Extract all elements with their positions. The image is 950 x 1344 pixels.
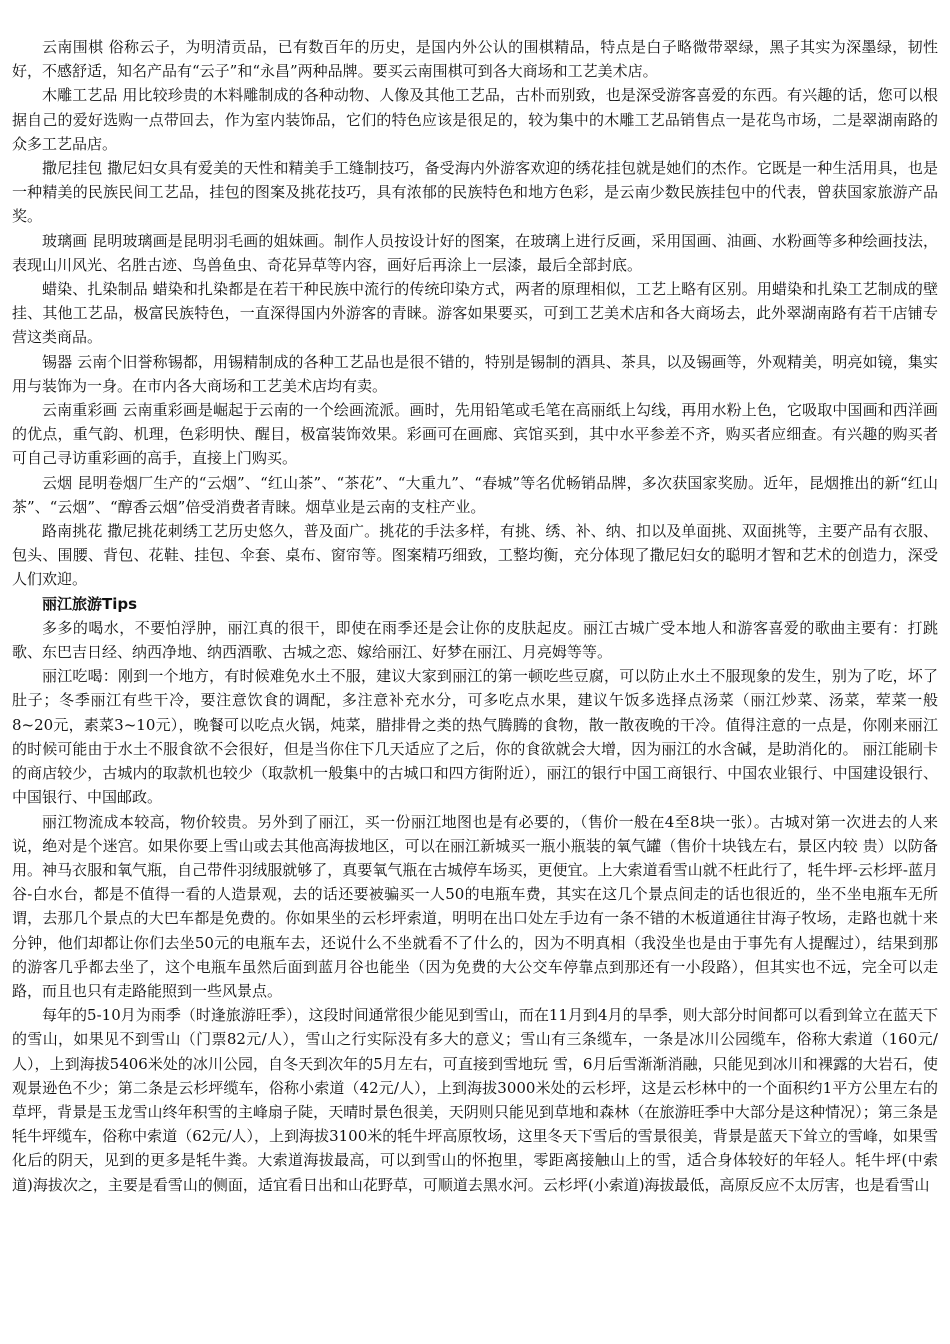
paragraph-yunnan-go: 云南围棋 俗称云子，为明清贡品，已有数百年的历史，是国内外公认的围棋精品，特点是白子略微带翠绿，黑子其实为深墨绿，韧性好，不感舒适，知名产品有“云子”和“永昌”两种品牌。要买云南围棋可到各大商场和工艺美术店。 (12, 38, 938, 81)
paragraph-logistics: 丽江物流成本较高，物价较贵。另外到了丽江，买一份丽江地图也是有必要的，（售价一般在4至8块一张）。古城对第一次进去的人来说，绝对是个迷宫。如果你要上雪山或去其他高海拔地区，可以在丽江新城买一瓶小瓶装的氧气罐（售价十块钱左右，景区内较 贵）以防备用。神马衣服和氧气瓶，自己带件羽绒服就够了，真要氧气瓶在古城停车场买，更便宜。上大索道看雪山就不枉此行了，牦牛坪-云杉坪-蓝月谷-白水台，都是不值得一看的人造景观，去的话还要被骗买一人50的电瓶车费，其实在这几个景点间走的话也很近的，坐不坐电瓶车无所谓，去那几个景点的大巴车都是免费的。你如果坐的云杉坪索道，明明在出口处左手边有一条不错的木板道通往甘海子牧场，走路也就十来分钟，他们却都让你们去坐50元的电瓶车去，还说什么不坐就看不了什么的，因为不明真相（我没坐也是由于事先有人提醒过），结果到那的游客几乎都去坐了，这个电瓶车虽然后面到蓝月谷也能坐（因为免费的大公交车停靠点到那还有一小段路），但其实也不远，完全可以走路，而且也只有走路能照到一些风景点。 (12, 812, 938, 1000)
paragraph-rainy-season: 每年的5-10月为雨季（时逢旅游旺季），这段时间通常很少能见到雪山，而在11月到4月的旱季，则大部分时间都可以看到耸立在蓝天下的雪山，如果见不到雪山（门票82元/人），雪山之行实际没有多大的意义；雪山有三条缆车，一条是冰川公园缆车，俗称大索道（160元/人），上到海拔5406米处的冰川公园，自冬天到次年的5月左右，可直接到雪地玩 雪，6月后雪渐渐消融，只能见到冰川和裸露的大岩石，使观景逊色不少；第二条是云杉坪缆车，俗称小索道（42元/人），上到海拔3000米处的云杉坪，这是云杉林中的一个面积约1平方公里左右的草坪，背景是玉龙雪山终年积雪的主峰扇子陡，天晴时景色很美，天阴则只能见到草地和森林（在旅游旺季中大部分是这种情况）；第三条是牦牛坪缆车，俗称中索道（62元/人），上到海拔3100米的牦牛坪高原牧场，这里冬天下雪后的雪景很美，背景是蓝天下耸立的雪峰，如果雪化后的阴天，见到的更多是牦牛粪。大索道海拔最高，可以到雪山的怀抱里，零距离接触山上的雪，适合身体较好的年轻人。牦牛坪(中索道)海拔次之，主要是看雪山的侧面，适宜看日出和山花野草，可顺道去黑水河。云杉坪(小索道)海拔最低，高原反应不太厉害，也是看雪山 (12, 1006, 938, 1194)
paragraph-tinware: 锡器 云南个旧誉称锡都，用锡精制成的各种工艺品也是很不错的，特别是锡制的酒具、茶具，以及锡画等，外观精美，明亮如镜，集实用与装饰为一身。在市内各大商场和工艺美术店均有卖。 (12, 352, 938, 395)
paragraph-woodcarving: 木雕工艺品 用比较珍贵的木料雕制成的各种动物、人像及其他工艺品，古朴而别致，也是深受游客喜爱的东西。有兴趣的话，您可以根据自己的爱好选购一点带回去，作为室内装饰品，它们的特色应该是很足的，较为集中的木雕工艺品销售点一是花鸟市场，二是翠湖南路的众多工艺品店。 (12, 86, 938, 153)
paragraph-food: 丽江吃喝：刚到一个地方，有时候难免水土不服，建议大家到丽江的第一顿吃些豆腐，可以防止水土不服现象的发生，别为了吃，坏了肚子；冬季丽江有些干冷，要注意饮食的调配，多注意补充水分，可多吃点水果，建议午饭多选择点汤菜（丽江炒菜、汤菜，荤菜一般8~20元，素菜3~10元），晚餐可以吃点火锅，炖菜，腊排骨之类的热气腾腾的食物，散一散夜晚的干冷。值得注意的一点是，你刚来丽江的时候可能由于水土不服食欲不会很好，但是当你住下几天适应了之后，你的食欲就会大增，因为丽江的水含碱，是助消化的。 丽江能刷卡的商店较少，古城内的取款机也较少（取款机一般集中的古城口和四方街附近），丽江的银行中国工商银行、中国农业银行、中国建设银行、中国银行、中国邮政。 (12, 667, 938, 807)
paragraph-batik: 蜡染、扎染制品 蜡染和扎染都是在若干种民族中流行的传统印染方式，两者的原理相似，工艺上略有区别。用蜡染和扎染工艺制成的壁挂、其他工艺品，极富民族特色，一直深得国内外游客的青睐。游客如果要买，可到工艺美术店和各大商场去，此外翠湖南路有若干店铺专营这类商品。 (12, 280, 938, 347)
document-body (12, 35, 938, 1197)
paragraph-heavy-color-painting: 云南重彩画 云南重彩画是崛起于云南的一个绘画流派。画时，先用铅笔或毛笔在高丽纸上勾线，再用水粉上色，它吸取中国画和西洋画的优点，重气韵、机理，色彩明快、醒目，极富装饰效果。彩画可在画廊、宾馆买到，其中水平参差不齐，购买者应细查。有兴趣的购买者可自己寻访重彩画的高手，直接上门购买。 (12, 401, 938, 468)
paragraph-sani-bag: 撒尼挂包 撒尼妇女具有爱美的天性和精美手工缝制技巧，备受海内外游客欢迎的绣花挂包就是她们的杰作。它既是一种生活用具，也是一种精美的民族民间工艺品，挂包的图案及挑花技巧，具有浓郁的民族特色和地方色彩，是云南少数民族挂包中的代表，曾获国家旅游产品奖。 (12, 159, 938, 226)
section-heading-lijiang-tips: 丽江旅游Tips (42, 594, 138, 613)
paragraph-glass-painting: 玻璃画 昆明玻璃画是昆明羽毛画的姐妹画。制作人员按设计好的图案，在玻璃上进行反画，采用国画、油画、水粉画等多种绘画技法，表现山川风光、名胜古迹、鸟兽鱼虫、奇花异草等内容，画好后再涂上一层漆，最后全部封底。 (12, 231, 938, 274)
paragraph-lunan-embroidery: 路南挑花 撒尼挑花刺绣工艺历史悠久，普及面广。挑花的手法多样，有挑、绣、补、纳、扣以及单面挑、双面挑等，主要产品有衣服、包头、围腰、背包、花鞋、挂包、伞套、桌布、窗帘等。图案精巧细致，工整均衡，充分体现了撒尼妇女的聪明才智和艺术的创造力，深受人们欢迎。 (12, 522, 938, 589)
paragraph-yunyan: 云烟 昆明卷烟厂生产的“云烟”、“红山茶”、“茶花”、“大重九”、“春城”等名优畅销品牌，多次获国家奖励。近年，昆烟推出的新“红山茶”、“云烟”、“醇香云烟”倍受消费者青睐。烟草业是云南的支柱产业。 (12, 473, 938, 516)
paragraph-drink-water: 多多的喝水，不要怕浮肿，丽江真的很干，即使在雨季还是会让你的皮肤起皮。丽江古城广受本地人和游客喜爱的歌曲主要有：打跳歌、东巴吉日经、纳西净地、纳西酒歌、古城之恋、嫁给丽江、好梦在丽江、月亮姆等等。 (12, 618, 938, 662)
